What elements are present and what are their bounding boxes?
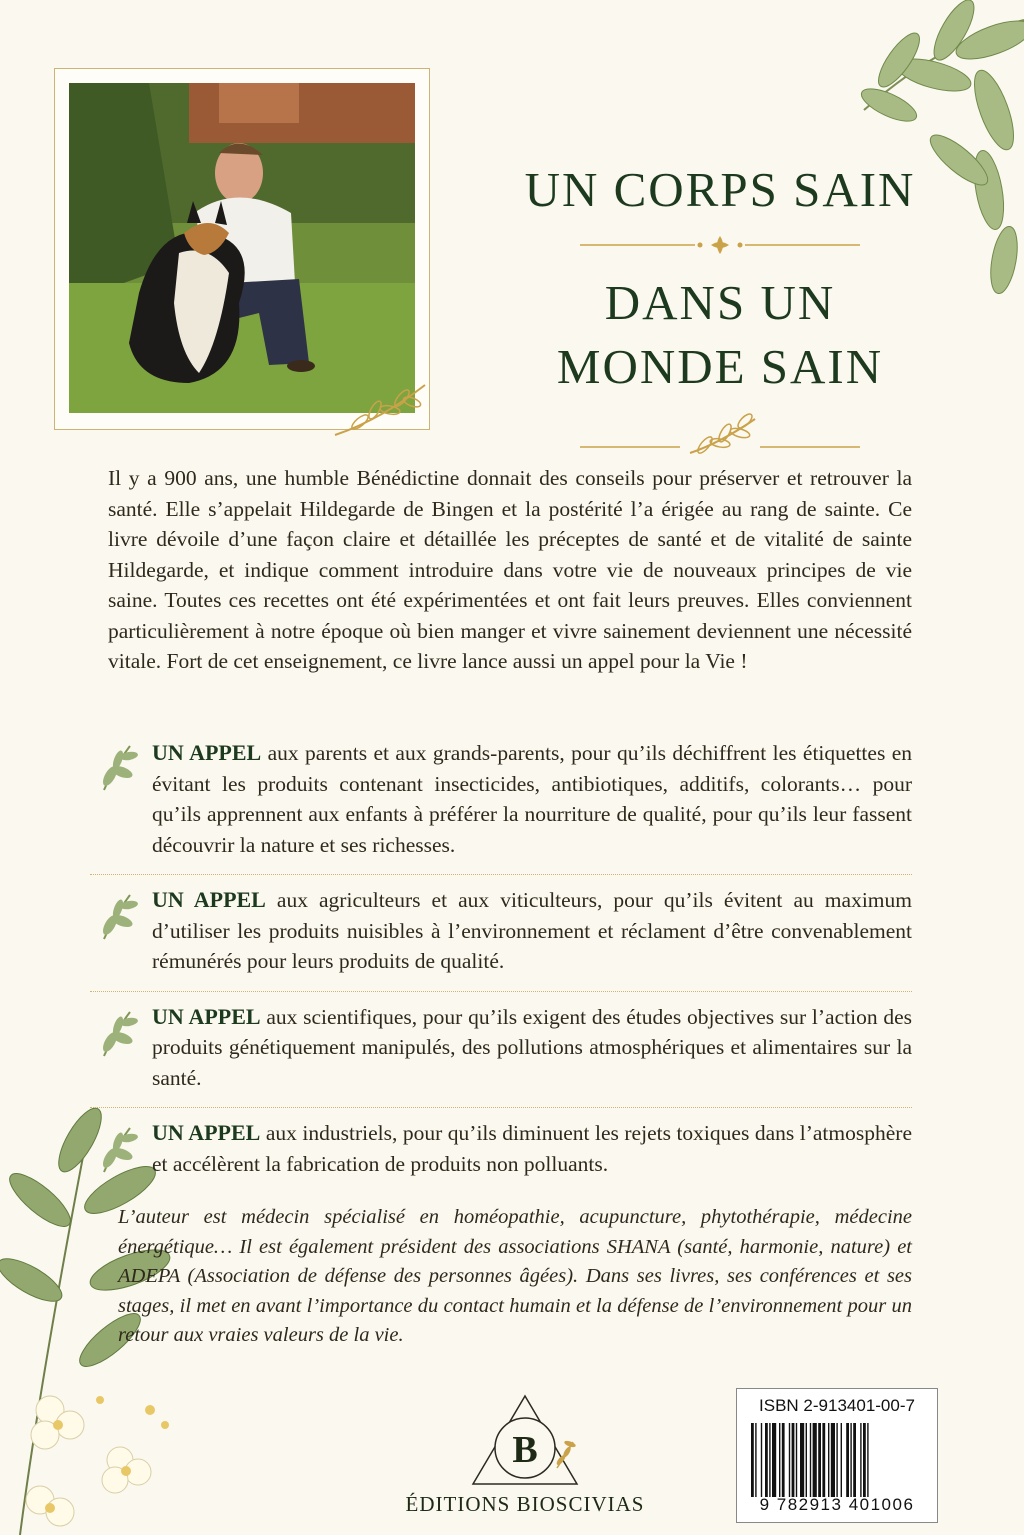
appeal-lead: UN APPEL	[152, 887, 266, 912]
title-line-2: DANS UN	[604, 275, 836, 330]
author-photo	[69, 83, 415, 413]
publisher-name: ÉDITIONS BIOSCIVIAS	[405, 1492, 645, 1516]
laurel-ornament-icon	[570, 413, 870, 457]
appeal-item	[90, 1107, 912, 1193]
appeal-item	[90, 734, 912, 874]
gold-sprig-icon	[330, 380, 430, 440]
isbn-barcode-box	[736, 1388, 938, 1523]
leaf-sprig-icon	[94, 742, 138, 792]
appeals-list	[90, 734, 912, 1193]
appeal-item	[90, 991, 912, 1108]
appeal-lead: UN APPEL	[152, 1120, 261, 1145]
intro-paragraph: Il y a 900 ans, une humble Bénédictine donnait des conseils pour préserver et retrouver la santé. Elle s’appelait Hildegarde de Bingen et la postérité l’a érigée au rang de sainte. Ce livre dévoile d’une façon claire et détaillée les préceptes de santé et de vitalité de sainte Hildegarde, et indique comment introduire dans votre vie de nouveaux principes de vie saine. Toutes ces recettes ont été expérimentées et ont fait leurs preuves. Elles conviennent particulièrement à notre époque où bien manger et vivre sainement deviennent une nécessité vitale. Fort de cet enseignement, ce livre lance aussi un appel pour la Vie !	[108, 466, 912, 673]
publisher-logo-letter: B	[512, 1429, 538, 1471]
appeal-text: aux scientifiques, pour qu’ils exigent des études objectives sur l’action des produits génétiquement manipulés, des pollutions atmosphériques et alimentaires sur la santé.	[152, 1004, 912, 1090]
leaf-sprig-icon	[94, 1008, 138, 1058]
title-line-3: MONDE SAIN	[556, 339, 884, 394]
appeal-text: aux agriculteurs et aux viticulteurs, pour qu’ils évitent au maximum d’utiliser les produits nuisibles à l’environnement et réclament d’être convenablement rémunérés pour leurs produits de qualité.	[152, 888, 912, 973]
leaf-sprig-icon	[94, 1124, 138, 1174]
appeal-item	[90, 874, 912, 991]
author-bio: L’auteur est médecin spécialisé en homéopathie, acupuncture, phytothérapie, médecine énergétique… Il est également président des associations SHANA (santé, harmonie, nature) et ADEPA (Association de défense des personnes âgées). Dans ses livres, ses conférences et ses stages, il met en avant l’importance du contact humain et la défense de l’environnement pour un retour aux vraies valeurs de la vie.	[118, 1206, 912, 1346]
barcode-icon	[749, 1423, 925, 1497]
appeal-text: aux industriels, pour qu’ils diminuent les rejets toxiques dans l’atmosphère et accélèrent la fabrication de produits non polluants.	[152, 1121, 912, 1176]
appeal-lead: UN APPEL	[152, 740, 262, 765]
appeal-lead: UN APPEL	[152, 1003, 261, 1029]
publisher-logo	[465, 1392, 585, 1488]
appeal-text: aux parents et aux grands-parents, pour qu’ils déchiffrent les étiquettes en évitant les produits contenant insecticides, antibiotiques, additifs, colorants… pour qu’ils apprennent aux enfants à préférer la nourriture de qualité, pour qu’ils leur fassent découvrir la nature et ses richesses.	[152, 741, 912, 857]
barcode-digits: 9 782913 401006	[759, 1495, 915, 1514]
leaf-sprig-icon	[94, 891, 138, 941]
author-photo-frame	[54, 68, 430, 430]
isbn-label: ISBN 2-913401-00-7	[759, 1396, 915, 1415]
book-title	[470, 160, 970, 462]
title-line-1: UN CORPS SAIN	[524, 162, 916, 217]
ornament-divider-icon	[570, 234, 870, 256]
publisher-block	[380, 1392, 670, 1517]
